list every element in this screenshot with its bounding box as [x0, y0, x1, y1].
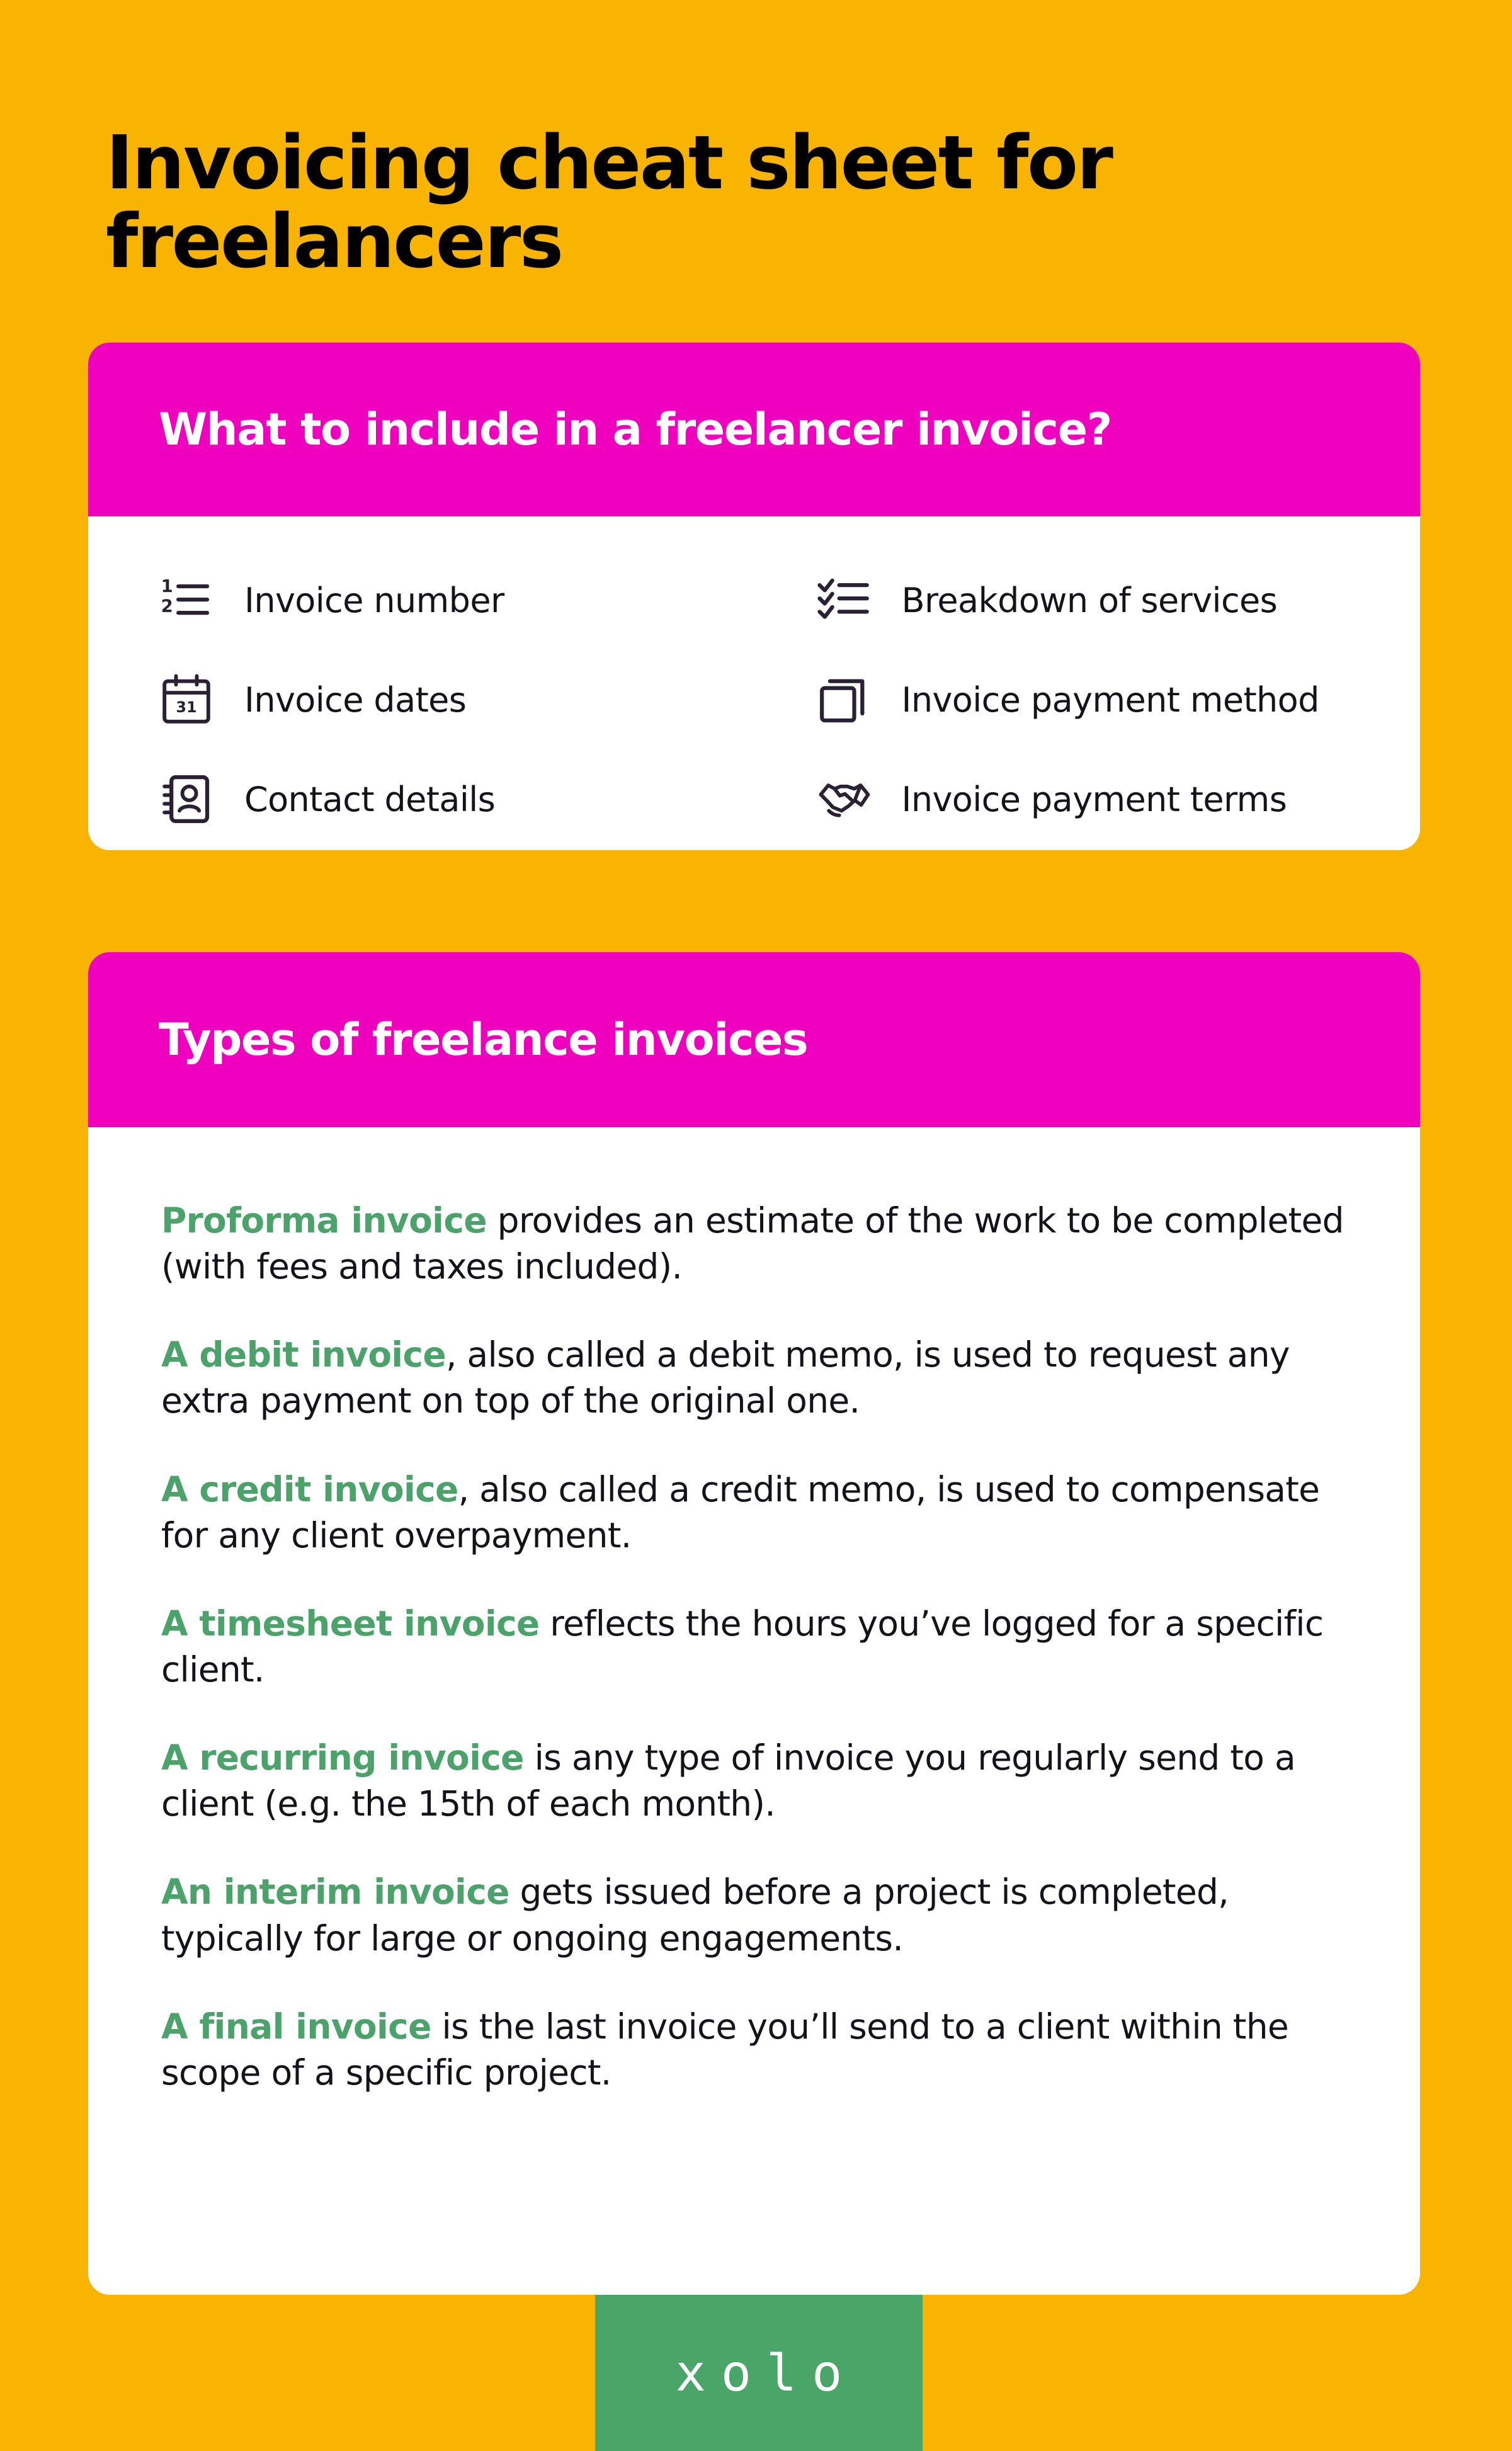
include-item-contact-details [88, 749, 754, 849]
invoice-type-description: reflects the hours you’ve logged for a specific client. [161, 1603, 1324, 1690]
xolo-logo: xolo [675, 2343, 858, 2403]
card-header-title: Types of freelance invoices [159, 1014, 808, 1066]
card-header-title: What to include in a freelancer invoice? [159, 404, 1111, 455]
list-item [161, 2004, 1347, 2096]
invoice-type-term: A timesheet invoice [161, 1603, 540, 1644]
list-item [161, 1198, 1347, 1290]
include-item-label: Invoice dates [244, 680, 467, 720]
invoice-type-description: , also called a debit memo, is used to request any extra payment on top of the original one. [161, 1334, 1290, 1421]
invoice-type-term: A debit invoice [161, 1334, 446, 1375]
include-item-label: Contact details [244, 779, 496, 819]
invoice-type-description: gets issued before a project is completed, typically for large or ongoing engagements. [161, 1872, 1229, 1959]
handshake-icon [815, 770, 873, 828]
footer-logo-block [595, 2295, 923, 2451]
include-item-invoice-payment-method [754, 650, 1421, 749]
invoice-type-term: A final invoice [161, 2006, 431, 2047]
invoice-type-term: A credit invoice [161, 1469, 458, 1510]
invoice-type-description: is any type of invoice you regularly send to a client (e.g. the 15th of each month). [161, 1737, 1296, 1824]
svg-text:1: 1 [161, 576, 173, 597]
page-title: Invoicing cheat sheet for freelancers [106, 119, 1112, 285]
invoice-type-term: Proforma invoice [161, 1200, 487, 1241]
list-item [161, 1735, 1347, 1827]
invoice-type-term: A recurring invoice [161, 1737, 524, 1778]
invoice-type-term: An interim invoice [161, 1872, 509, 1913]
include-item-label: Breakdown of services [901, 580, 1278, 620]
list-item [161, 1467, 1347, 1559]
invoice-type-description: is the last invoice you’ll send to a client within the scope of a specific project. [161, 2006, 1289, 2093]
card-what-to-include [88, 343, 1420, 850]
card-header-types-of-invoices [88, 952, 1420, 1127]
card-body-types-of-invoices [88, 1127, 1420, 2171]
contact-book-icon [157, 770, 215, 828]
include-item-label: Invoice payment terms [901, 779, 1287, 819]
svg-text:2: 2 [161, 596, 173, 617]
card-types-of-invoices [88, 952, 1420, 2295]
card-body-what-to-include [88, 516, 1420, 850]
invoice-type-description: provides an estimate of the work to be completed (with fees and taxes included). [161, 1200, 1344, 1287]
list-item [161, 1332, 1347, 1424]
include-item-breakdown-of-services [754, 550, 1421, 650]
stacked-cards-icon [815, 671, 873, 729]
calendar-icon [157, 671, 215, 729]
include-item-invoice-number [88, 550, 754, 650]
list-item [161, 1601, 1347, 1693]
include-items-grid [88, 516, 1420, 850]
numbered-list-icon [157, 571, 215, 629]
svg-text:31: 31 [176, 698, 197, 717]
invoice-types-list [88, 1127, 1420, 2171]
list-item [161, 1869, 1347, 1961]
card-header-what-to-include [88, 343, 1420, 516]
include-item-label: Invoice payment method [901, 680, 1319, 720]
include-item-label: Invoice number [244, 580, 504, 620]
include-item-invoice-dates [88, 650, 754, 749]
invoice-type-description: , also called a credit memo, is used to compensate for any client overpayment. [161, 1469, 1320, 1555]
include-item-invoice-payment-terms [754, 749, 1421, 849]
checklist-icon [815, 571, 873, 629]
